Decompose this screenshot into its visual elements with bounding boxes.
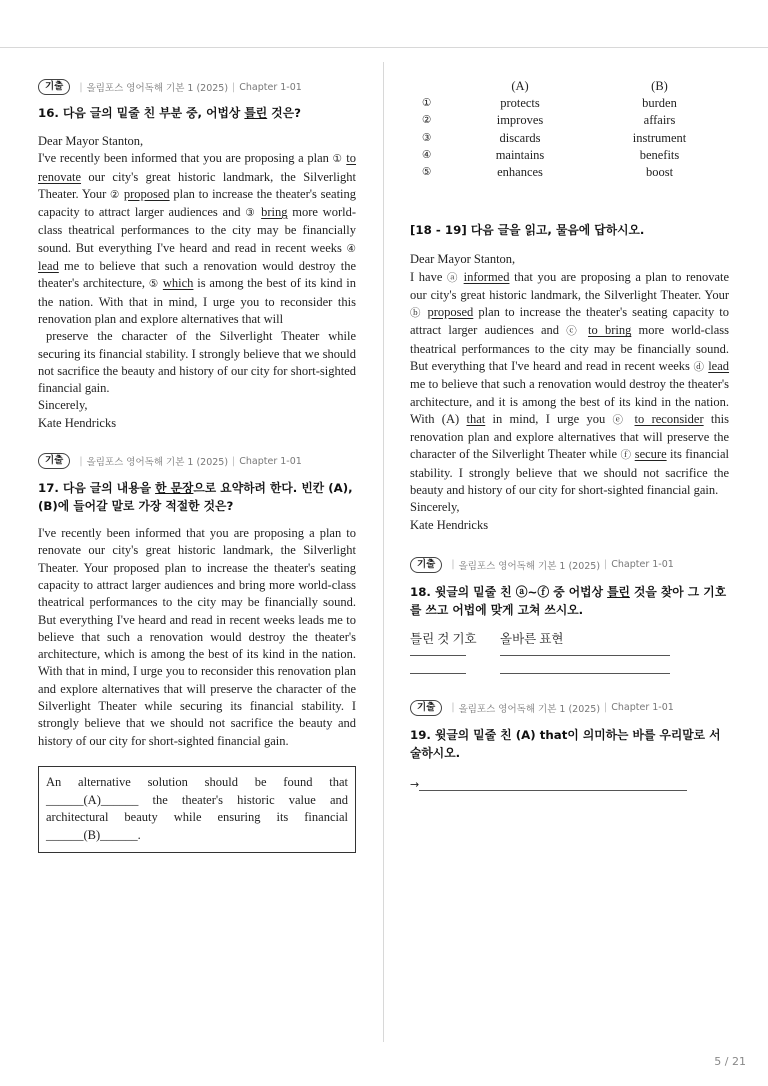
- chapter-label: Chapter 1-01: [239, 455, 302, 467]
- question-16-passage: Dear Mayor Stanton, I've recently been informed that you are proposing a plan ① to renovate our city's great historic landmark, the Silverlight Theater. Your ② proposed plan to increase the theater's seating capacity to attract larger audiences and ③ bring more world-class theatrical performances to the city may be financially sound. But everything I've heard and read in recent weeks ④ lead me to believe that such a renovation would destroy the theater's architecture, ⑤ which is among the best of its kind in the nation. With that in mind, I urge you to reconsider this renovation plan and explore alternatives that will preserve the character of the Silverlight Theater while securing its financial stability. I strongly believe that we should not sacrifice the beauty and history of our city for short-sighted financial gain. Sincerely, Kate Hendricks: [38, 133, 356, 432]
- set-18-19-passage: Dear Mayor Stanton, I have ⓐ informed that you are proposing a plan to renovate our city's great historic landmark, the Silverlight Theater. Your ⓑ proposed plan to increase the theater's seating capacity to attract larger audiences and ⓒ to bring more world-class theatrical performances to the city may be financially sound. But everything that I've heard and read in recent weeks ⓓ lead me to believe that such a renovation would destroy the theater's architecture, and it is among the best of its kind in the nation. With (A) that in mind, I urge you ⓔ to reconsider this renovation plan and explore alternatives that will preserve the character of the Silverlight Theater while ⓕ secure its financial stability. I strongly believe that we should not sacrifice the beauty and history of our city for short-sighted financial gain. Sincerely, Kate Hendricks: [410, 251, 729, 534]
- header-rule: [0, 47, 768, 48]
- correct-expression-header: 올바른 표현: [500, 631, 564, 646]
- summary-box: An alternative solution should be found that ______(A)______ the theater's historic value and architectural beauty while ensuring its financial ______(B)______.: [38, 766, 356, 853]
- right-column: [410, 78, 729, 791]
- salutation: Dear Mayor Stanton,: [410, 252, 516, 267]
- source-label: 올림포스 영어독해 기본 1 (2025): [458, 560, 601, 572]
- closing: Sincerely,: [410, 500, 460, 515]
- signature: Kate Hendricks: [38, 415, 117, 430]
- choice-row[interactable]: ③ discards instrument: [422, 130, 687, 145]
- answer-blank-19[interactable]: [419, 779, 687, 791]
- wrong-symbol-header: 틀린 것 기호: [410, 631, 477, 646]
- question-17-passage: I've recently been informed that you are proposing a plan to renovate our city's great historic landmark, the Silverlight Theater. Your proposed plan to increase the theater's seating capacity to attract larger audiences and bring more world-class theatrical performances to the city may be financially sound. But everything I've heard and read in recent weeks leads me to believe that such a renovation would destroy the theater's architecture, which is among the best of its kind in the nation. With that in mind, I urge you to reconsider this renovation plan and explore alternatives that will preserve the character of the Silverlight Theater while securing its financial stability. I strongly believe that we should not sacrifice the beauty and history of our city for short-sighted financial gain.: [38, 526, 356, 748]
- chapter-label: Chapter 1-01: [239, 81, 302, 93]
- source-label: 올림포스 영어독해 기본 1 (2025): [86, 457, 229, 469]
- left-column: [38, 78, 356, 853]
- source-tag-q19: 기출 | 올림포스 영어독해 기본 1 (2025) | Chapter 1-01: [410, 699, 729, 717]
- page-number: 5 / 21: [714, 1055, 746, 1068]
- set-18-19-heading: [18 - 19] 다음 글을 읽고, 물음에 답하시오.: [410, 223, 645, 238]
- source-label: 올림포스 영어독해 기본 1 (2025): [458, 703, 601, 715]
- question-19-title: 19. 윗글의 밑줄 친 (A) that이 의미하는 바를 우리말로 서술하시오.: [410, 727, 721, 760]
- answer-blank-expression-1[interactable]: [500, 655, 670, 656]
- question-16-title: 16. 다음 글의 밑줄 친 부분 중, 어법상 틀린 것은?: [38, 106, 301, 120]
- question-17-title: 17. 다음 글의 내용을 한 문장으로 요약하려 한다. 빈칸 (A), (B)에 들어갈 말로 가장 적절한 것은?: [38, 481, 353, 514]
- choice-row[interactable]: ① protects burden: [422, 96, 677, 111]
- chapter-label: Chapter 1-01: [611, 559, 674, 571]
- answer-blank-expression-2[interactable]: [500, 673, 670, 674]
- tag-badge: 기출: [410, 700, 442, 716]
- signature: Kate Hendricks: [410, 517, 489, 532]
- chapter-label: Chapter 1-01: [611, 702, 674, 714]
- choice-row[interactable]: ④ maintains benefits: [422, 147, 680, 162]
- source-label: 올림포스 영어독해 기본 1 (2025): [86, 83, 229, 94]
- question-19-answer-line[interactable]: [410, 778, 729, 791]
- source-tag-q16: 기출 | 올림포스 영어독해 기본 1 (2025) | Chapter 1-01: [38, 78, 356, 96]
- choice-row[interactable]: ② improves affairs: [422, 113, 676, 128]
- choice-row[interactable]: ⑤ enhances boost: [422, 165, 674, 180]
- column-divider: [383, 62, 384, 1042]
- arrow-icon: →: [410, 777, 420, 791]
- question-18-title: 18. 윗글의 밑줄 친 ⓐ~ⓕ 중 어법상 틀린 것을 찾아 그 기호를 쓰고 어법에 맞게 고쳐 쓰시오.: [410, 584, 727, 617]
- tag-badge: 기출: [38, 79, 70, 95]
- tag-badge: 기출: [410, 557, 442, 573]
- header-a: (A): [511, 79, 529, 93]
- answer-blank-symbol-2[interactable]: [410, 673, 466, 674]
- header-b: (B): [651, 79, 668, 93]
- question-18-answer-area: [410, 631, 729, 683]
- source-tag-q18: 기출 | 올림포스 영어독해 기본 1 (2025) | Chapter 1-01: [410, 556, 729, 574]
- salutation: Dear Mayor Stanton,: [38, 134, 144, 148]
- answer-choices-table: [410, 78, 729, 181]
- closing: Sincerely,: [38, 398, 88, 413]
- answer-blank-symbol-1[interactable]: [410, 655, 466, 656]
- source-tag-q17: 기출 | 올림포스 영어독해 기본 1 (2025) | Chapter 1-01: [38, 452, 356, 470]
- tag-badge: 기출: [38, 453, 70, 469]
